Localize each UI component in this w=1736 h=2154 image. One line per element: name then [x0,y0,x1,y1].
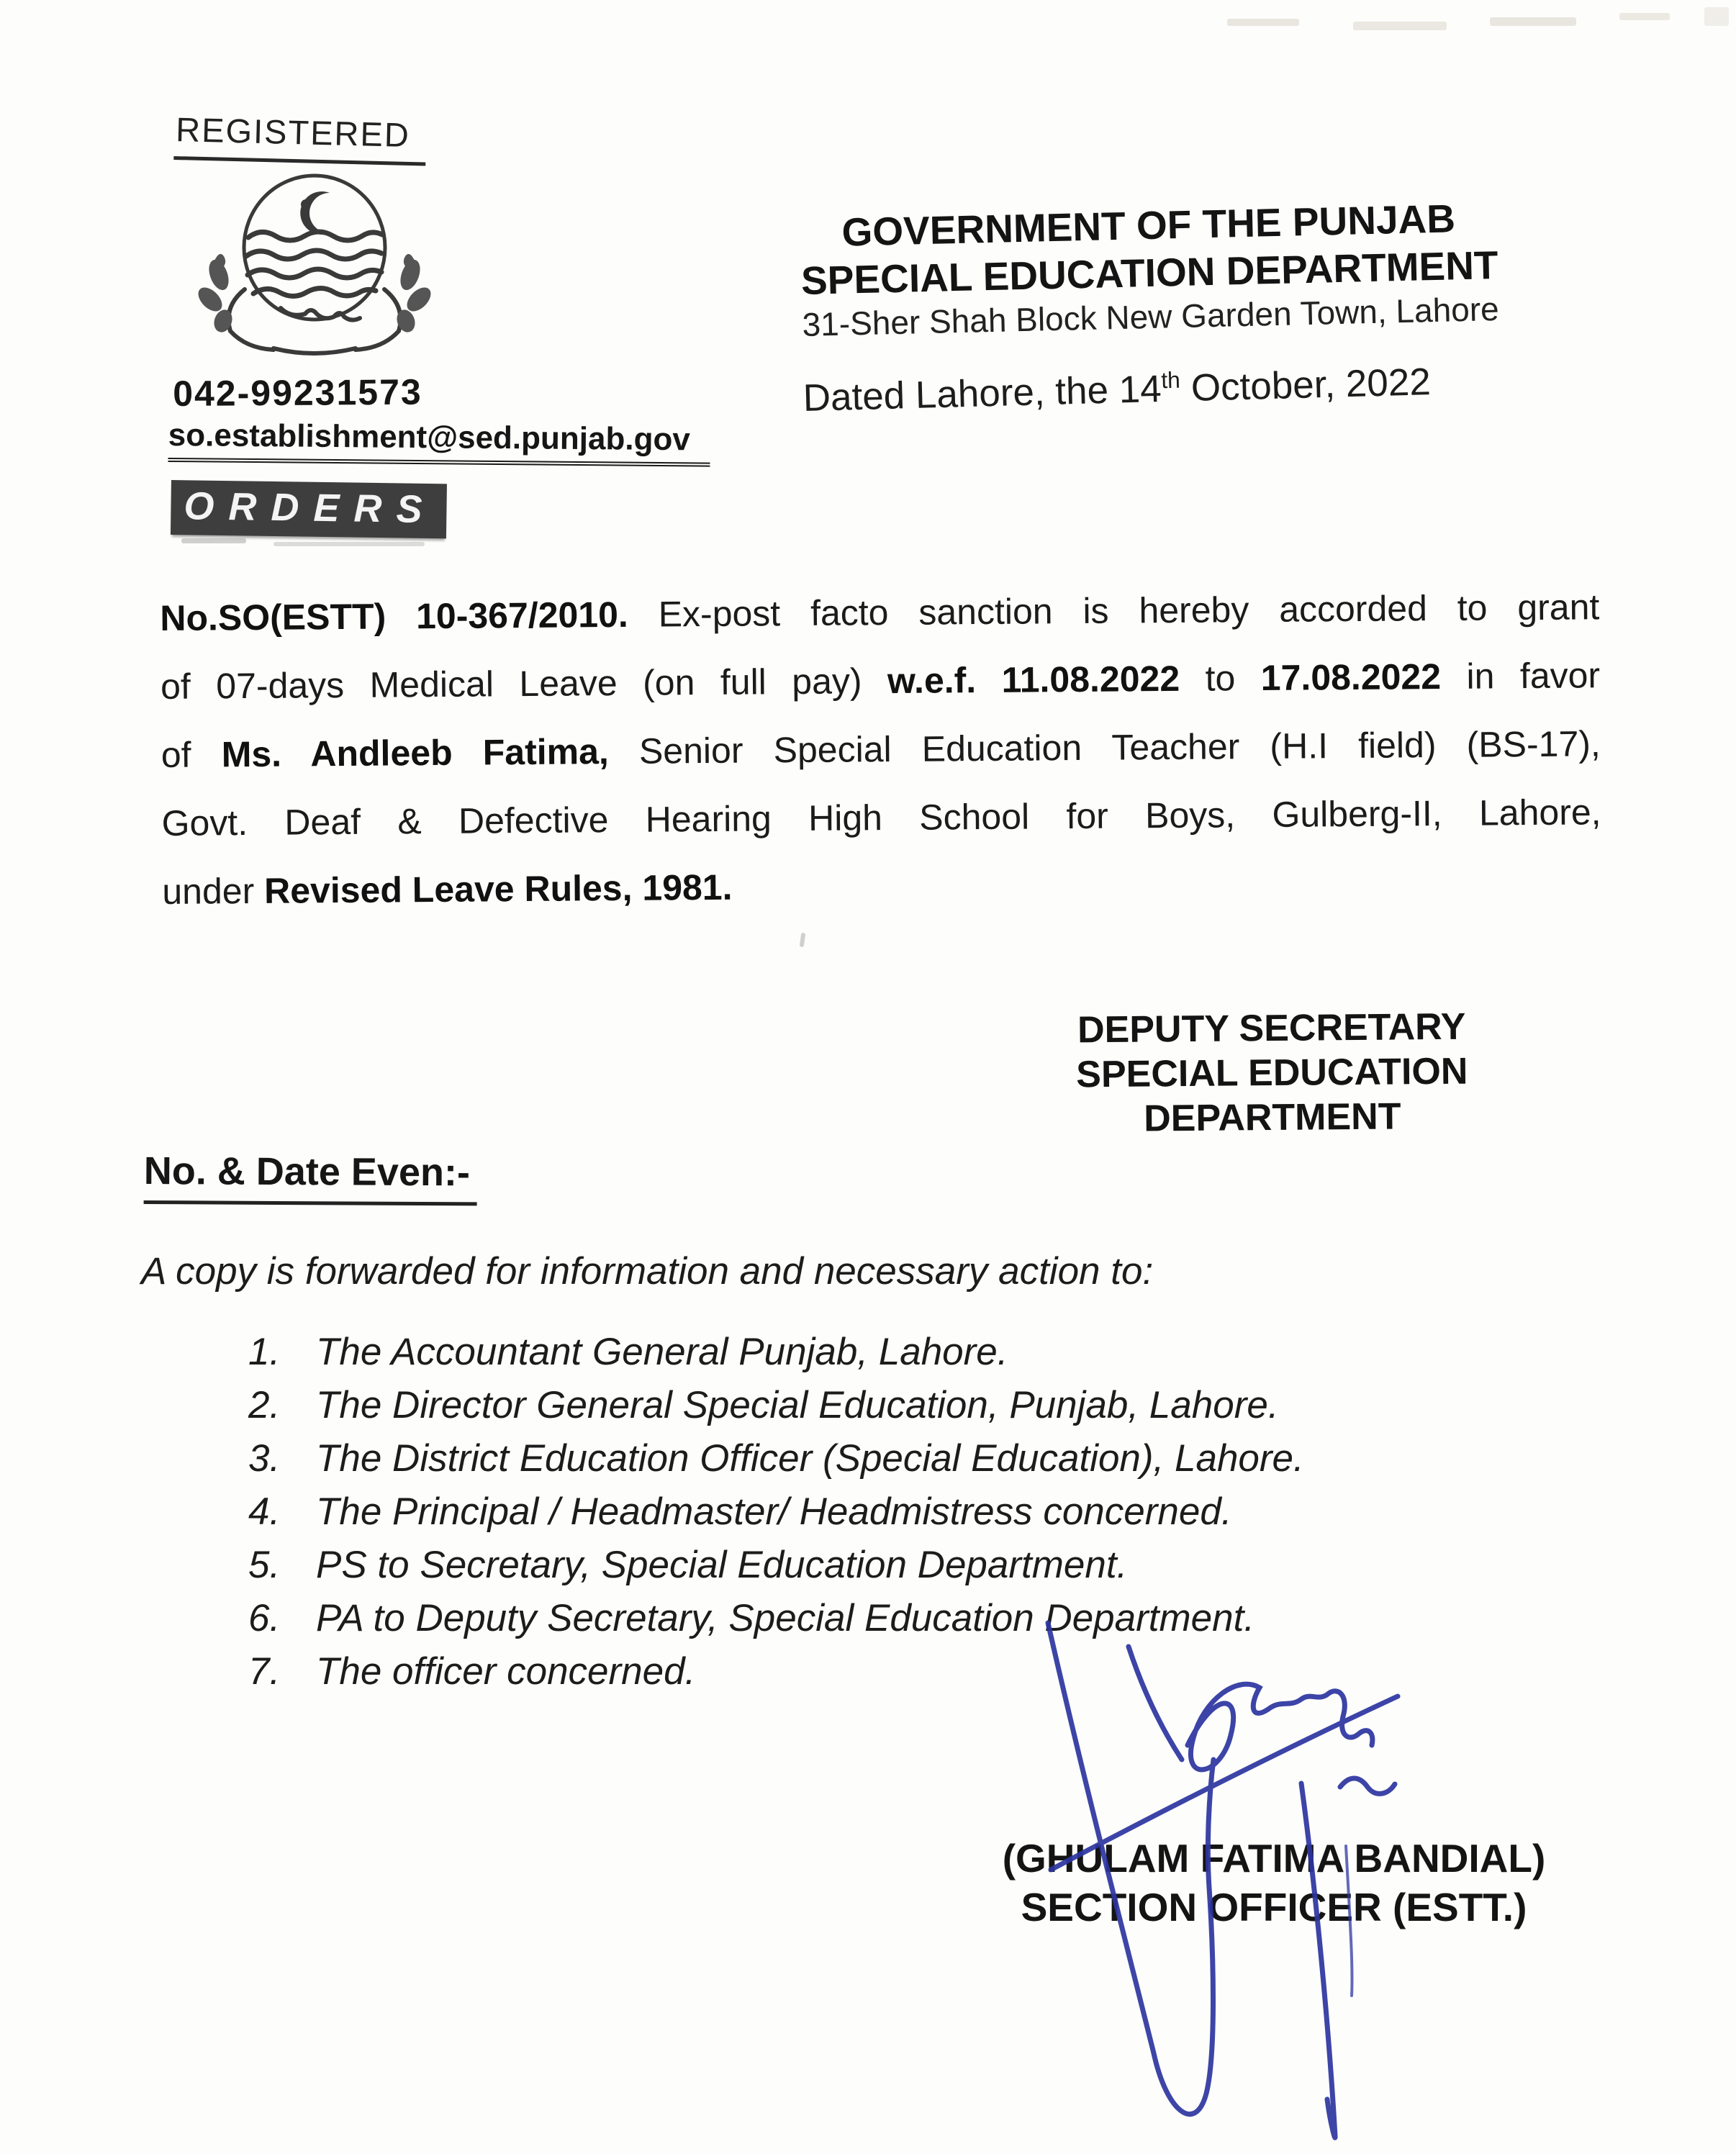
org-name-line2: SPECIAL EDUCATION DEPARTMENT [800,242,1499,303]
signature-ink [1021,1578,1568,2154]
cc-item [248,1436,1508,1490]
cc-item [248,1383,1508,1436]
cc-item-text: The Principal / Headmaster/ Headmistress concerned. [316,1490,1232,1533]
signoff-line: DEPARTMENT [1143,1095,1401,1140]
email-address: so.establishment@sed.punjab.gov [168,417,710,467]
cc-item-text: The Director General Special Education, Punjab, Lahore. [316,1384,1279,1426]
cc-item [248,1490,1508,1543]
scan-noise [1704,7,1729,26]
cc-item-text: The Accountant General Punjab, Lahore. [316,1331,1008,1373]
cc-item-number: 4. [248,1490,281,1533]
registered-label: REGISTERED [173,109,426,166]
leave-start-date: w.e.f. 11.08.2022 [887,658,1180,702]
phone-number: 042-99231573 [173,371,422,414]
date-line [803,360,1432,420]
date-ordinal-suffix: th [1160,366,1181,394]
order-ref-number: No.SO(ESTT) 10-367/2010. [160,594,629,638]
leave-rules-reference: Revised Leave Rules, 1981. [263,866,733,911]
org-address: 31-Sher Shah Block New Garden Town, Lahore [802,289,1500,343]
date-text: Dated Lahore, the 14 [803,367,1162,420]
body-line: of 07-days Medical Leave (on full pay) w.e.f. 11.08.2022 to 17.08.2022 in favor [160,655,1601,707]
scan-noise [1353,22,1447,30]
signoff-designation [1039,1004,1505,1142]
cc-item [248,1330,1508,1383]
cc-item-number: 7. [248,1650,281,1693]
scan-noise [273,542,425,546]
cc-item-text: The District Education Officer (Special Education), Lahore. [316,1437,1304,1480]
punjab-crest-icon [189,167,440,356]
orders-heading: ORDERS [171,480,447,538]
scan-noise [800,933,806,948]
body-line: Govt. Deaf & Defective Hearing High School for Boys, Gulberg-II, Lahore, [161,792,1601,843]
scan-noise [1619,13,1670,20]
scan-noise [1227,19,1299,26]
cc-item-number: 6. [248,1597,281,1639]
copy-forwarded-line: A copy is forwarded for information and necessary action to: [141,1250,1154,1293]
cc-item-number: 5. [248,1544,281,1586]
body-line: No.SO(ESTT) 10-367/2010. Ex-post facto sanction is hereby accorded to grant [160,587,1600,638]
cc-item-number: 1. [248,1331,281,1373]
order-body-paragraph [160,573,1602,926]
letterhead [777,193,1522,345]
teacher-name: Ms. Andleeb Fatima, [221,731,610,775]
cc-item-text: PS to Secretary, Special Education Department. [316,1544,1128,1586]
cc-item-text: PA to Deputy Secretary, Special Education Department. [316,1597,1255,1639]
number-date-even-label: No. & Date Even:- [144,1149,477,1205]
body-line: of Ms. Andleeb Fatima, Senior Special Education Teacher (H.I field) (BS-17), [161,723,1601,775]
scan-noise [181,538,246,543]
cc-item-text: The officer concerned. [316,1650,696,1693]
date-text-tail: October, 2022 [1180,361,1432,410]
signatory-name: (GHULAM FATIMA BANDIAL) [1002,1836,1546,1881]
body-line: under Revised Leave Rules, 1981. [162,866,733,912]
leave-end-date: 17.08.2022 [1260,656,1442,698]
org-name-line1: GOVERNMENT OF THE PUNJAB [841,196,1456,255]
scan-noise [1490,17,1576,26]
cc-item-number: 2. [248,1384,281,1426]
cc-item-number: 3. [248,1437,281,1480]
signatory-title: SECTION OFFICER (ESTT.) [1021,1885,1527,1929]
signoff-line: SPECIAL EDUCATION [1076,1050,1468,1096]
signoff-line: DEPUTY SECRETARY [1077,1005,1466,1051]
